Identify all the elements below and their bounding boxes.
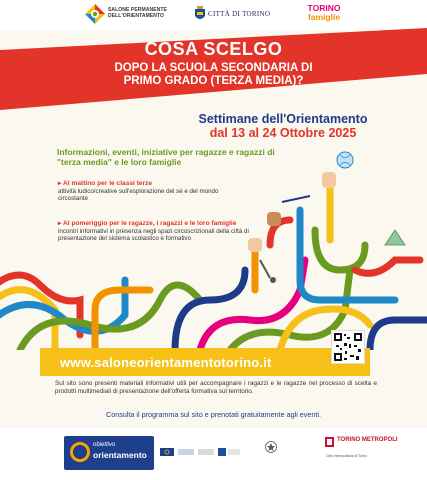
info-title: Informazioni, eventi, iniziative per ragazze e ragazzi di "terza media" e le loro famiglie — [57, 147, 275, 167]
funding-logos-icon — [160, 447, 240, 457]
afternoon-heading: Al pomeriggio per le ragazze, i ragazzi e le loro famiglie — [63, 220, 237, 227]
event-heading — [168, 112, 398, 140]
morning-text: attività ludico/creative sull'esplorazione del sé e del mondo circostante — [58, 187, 219, 203]
orientamento-ring-icon — [70, 442, 90, 462]
salone-line1: SALONE PERMANENTE — [108, 7, 167, 13]
morning-heading: Al mattino per le classi terze — [63, 180, 153, 187]
salone-label — [108, 7, 167, 19]
torino-famiglie-line1: TORINO — [307, 3, 341, 13]
abo-line1: obiettivo — [93, 442, 116, 448]
citta-di-torino: CITTÀ DI TORINO — [208, 10, 271, 18]
torino-crest-icon — [194, 6, 206, 22]
subtitle-line1: DOPO LA SCUOLA SECONDARIA DI — [114, 62, 313, 74]
globe-icon — [337, 152, 353, 168]
subtitle-line2: PRIMO GRADO (TERZA MEDIA)? — [123, 75, 304, 87]
torino-metropoli-label: TORINO METROPOLI — [337, 437, 398, 443]
event-name: Settimane dell'Orientamento — [198, 112, 368, 126]
page-subtitle — [0, 62, 427, 88]
website-link[interactable]: www.saloneorientamentotorino.it — [60, 355, 272, 370]
torino-famiglie-line2: famiglie — [307, 12, 341, 22]
ministero-logo — [262, 440, 312, 456]
torino-metropoli-sub: Città metropolitana di Torino — [326, 454, 367, 458]
cta-text: Consulta il programma sul sito e prenotati gratuitamente agli eventi. — [106, 410, 321, 419]
morning-block: ▸ Al mattino per le classi terze attività ludico/creative sull'esplorazione del sé e del mondo circostante — [58, 180, 219, 203]
hand-icon — [322, 172, 336, 188]
page-title: COSA SCELGO — [144, 39, 283, 59]
site-description: Sul sito sono presenti materiali informativi utili per accompagnare i ragazzi e le ragazze nel processo di scelta e prodotti multimediali di presentazione dell'offerta formativa sul territorio. — [55, 380, 377, 395]
salone-line2: DELL'ORIENTAMENTO — [108, 13, 165, 19]
abo-line2: orientamento — [93, 450, 147, 460]
torino-famiglie-logo — [306, 4, 342, 22]
emblem-icon — [262, 440, 280, 454]
afternoon-text: incontri informativi in presenza negli spazi circoscrizionali della città di presentazione del sistema scolastico e formativo — [58, 227, 249, 243]
flask-icon — [385, 230, 405, 245]
pencil-icon — [282, 196, 310, 202]
afternoon-block: ▸ Al pomeriggio per le ragazze, i ragazzi e le loro famiglie incontri informativi in presenza negli spazi circoscrizionali della città di presentazione del sistema scolastico e formativo — [58, 220, 249, 243]
event-dates: dal 13 al 24 Ottobre 2025 — [209, 126, 357, 140]
qr-code-icon[interactable] — [331, 330, 365, 364]
